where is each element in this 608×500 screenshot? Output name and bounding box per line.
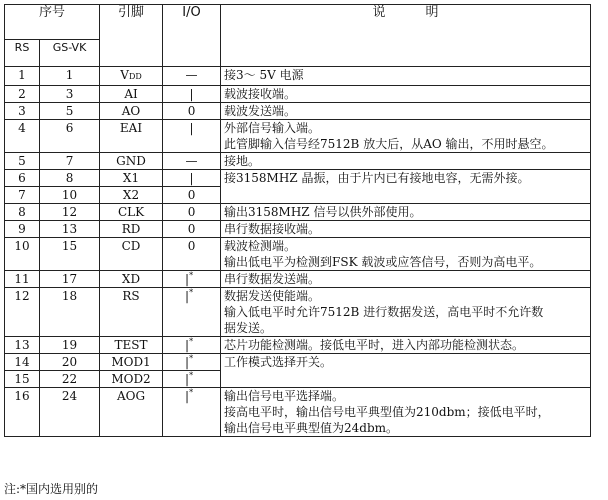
description-cell [221,103,591,120]
gs-number: 17 [40,271,100,288]
description-cell [221,120,591,153]
table-row [5,288,591,337]
pin-name: AOG [100,388,163,437]
io-value: | [185,355,190,369]
rs-number: 13 [5,337,40,354]
description-line: 载波检测端。 [224,239,297,253]
description-cell [221,153,591,170]
io-type [163,354,221,371]
io-type [163,221,221,238]
io-value: — [185,154,198,168]
io-value: | [185,338,190,352]
description-cell [221,337,591,354]
footnote: 注:*国内选用别的 [4,482,99,496]
io-type [163,187,221,204]
io-type [163,238,221,271]
io-value: | [185,389,190,403]
pin-name: RD [100,221,163,238]
description-line: 输入低电平时允许7512B 进行数据发送，高电平时不允许数 [224,305,544,319]
description-cell [221,67,591,86]
table-row [5,354,591,371]
star-mark: * [189,271,194,280]
io-value: 0 [187,205,196,219]
table-row [5,103,591,120]
io-type [163,388,221,437]
gs-number: 1 [40,67,100,86]
description-line: 输出低电平为检测到FSK 载波或应答信号，否则为高电平。 [224,255,542,269]
table-row [5,153,591,170]
description-line: 接地。 [224,154,261,168]
rs-number: 2 [5,86,40,103]
rs-number: 3 [5,103,40,120]
table-row [5,388,591,437]
description-cell [221,388,591,437]
io-type [163,337,221,354]
pin-name: RS [100,288,163,337]
gs-number: 24 [40,388,100,437]
pin-name: CLK [100,204,163,221]
rs-number: 15 [5,371,40,388]
rs-number: 9 [5,221,40,238]
rs-number: 8 [5,204,40,221]
gs-number: 19 [40,337,100,354]
table-row [5,238,591,271]
table-row [5,221,591,238]
pin-name: AO [100,103,163,120]
io-value: | [185,372,190,386]
rs-number: 5 [5,153,40,170]
star-mark: * [189,371,194,380]
rs-number: 1 [5,67,40,86]
gs-number: 13 [40,221,100,238]
pin-name: MOD1 [100,354,163,371]
io-header: I/O [163,5,221,67]
gs-number: 3 [40,86,100,103]
star-mark: * [189,354,194,363]
pin-name: CD [100,238,163,271]
table-row [5,170,591,187]
io-value: 0 [187,222,196,236]
io-value: | [189,171,194,185]
description-line: 串行数据接收端。 [224,222,321,236]
description-cell [221,271,591,288]
table-row [5,120,591,153]
rs-number: 11 [5,271,40,288]
description-line: 接3～ 5V 电源 [224,68,304,82]
io-type [163,67,221,86]
rs-number: 6 [5,170,40,187]
description-cell [221,204,591,221]
io-value: | [189,121,194,135]
serial-header: 序号 [5,5,100,40]
description-line: 输出3158MHZ 信号以供外部使用。 [224,205,422,219]
gs-header: GS-VK [40,40,100,67]
pin-name: TEST [100,337,163,354]
io-type [163,371,221,388]
description-cell [221,288,591,337]
pin-name: VDD [100,67,163,86]
description-header: 说明 [221,5,591,67]
rs-number: 10 [5,238,40,271]
description-cell [221,221,591,238]
table-row [5,337,591,354]
io-type [163,170,221,187]
description-line: 输出信号电平选择端。 [224,389,345,403]
pin-name: X1 [100,170,163,187]
io-value: 0 [187,104,196,118]
io-value: | [189,87,194,101]
description-line: 据发送。 [224,321,273,335]
io-type [163,288,221,337]
description-line: 输出信号电平典型值为24dbm。 [224,421,399,435]
description-line: 载波发送端。 [224,104,297,118]
description-cell [221,86,591,103]
gs-number: 6 [40,120,100,153]
rs-number: 16 [5,388,40,437]
io-type [163,120,221,153]
description-line: 载波接收端。 [224,87,297,101]
description-line: 芯片功能检测端。接低电平时，进入内部功能检测状态。 [224,338,525,352]
gs-number: 12 [40,204,100,221]
pin-name: EAI [100,120,163,153]
gs-number: 15 [40,238,100,271]
io-type [163,153,221,170]
rs-header: RS [5,40,40,67]
description-line: 外部信号输入端。 [224,121,321,135]
table-row [5,86,591,103]
io-type [163,103,221,120]
gs-number: 20 [40,354,100,371]
pin-name: GND [100,153,163,170]
description-line: 接高电平时，输出信号电平典型值为210dbm；接低电平时， [224,405,550,419]
description-cell [221,354,591,388]
rs-number: 14 [5,354,40,371]
gs-number: 8 [40,170,100,187]
pin-description-table [4,4,591,437]
gs-number: 10 [40,187,100,204]
io-value: 0 [187,239,196,253]
description-line: 工作模式选择开关。 [224,355,333,369]
io-value: | [185,289,190,303]
description-line: 数据发送使能端。 [224,289,321,303]
io-type [163,204,221,221]
table-row [5,204,591,221]
io-value: 0 [187,188,196,202]
description-line: 接3158MHZ 晶振，由于片内已有接地电容，无需外接。 [224,171,530,185]
pin-name: AI [100,86,163,103]
description-line: 此管脚输入信号经7512B 放大后，从AO 输出，不用时悬空。 [224,137,554,151]
description-line: 串行数据发送端。 [224,272,321,286]
io-value: | [185,272,190,286]
io-value: — [185,68,198,82]
star-mark: * [189,337,194,346]
io-type [163,86,221,103]
rs-number: 4 [5,120,40,153]
table-row [5,271,591,288]
gs-number: 7 [40,153,100,170]
description-cell [221,170,591,204]
description-cell [221,238,591,271]
rs-number: 12 [5,288,40,337]
pin-name: MOD2 [100,371,163,388]
gs-number: 22 [40,371,100,388]
star-mark: * [189,388,194,397]
pin-name: XD [100,271,163,288]
pin-header: 引脚 [100,5,163,67]
gs-number: 5 [40,103,100,120]
io-type [163,271,221,288]
gs-number: 18 [40,288,100,337]
pin-name: X2 [100,187,163,204]
table-row [5,67,591,86]
rs-number: 7 [5,187,40,204]
star-mark: * [189,288,194,297]
